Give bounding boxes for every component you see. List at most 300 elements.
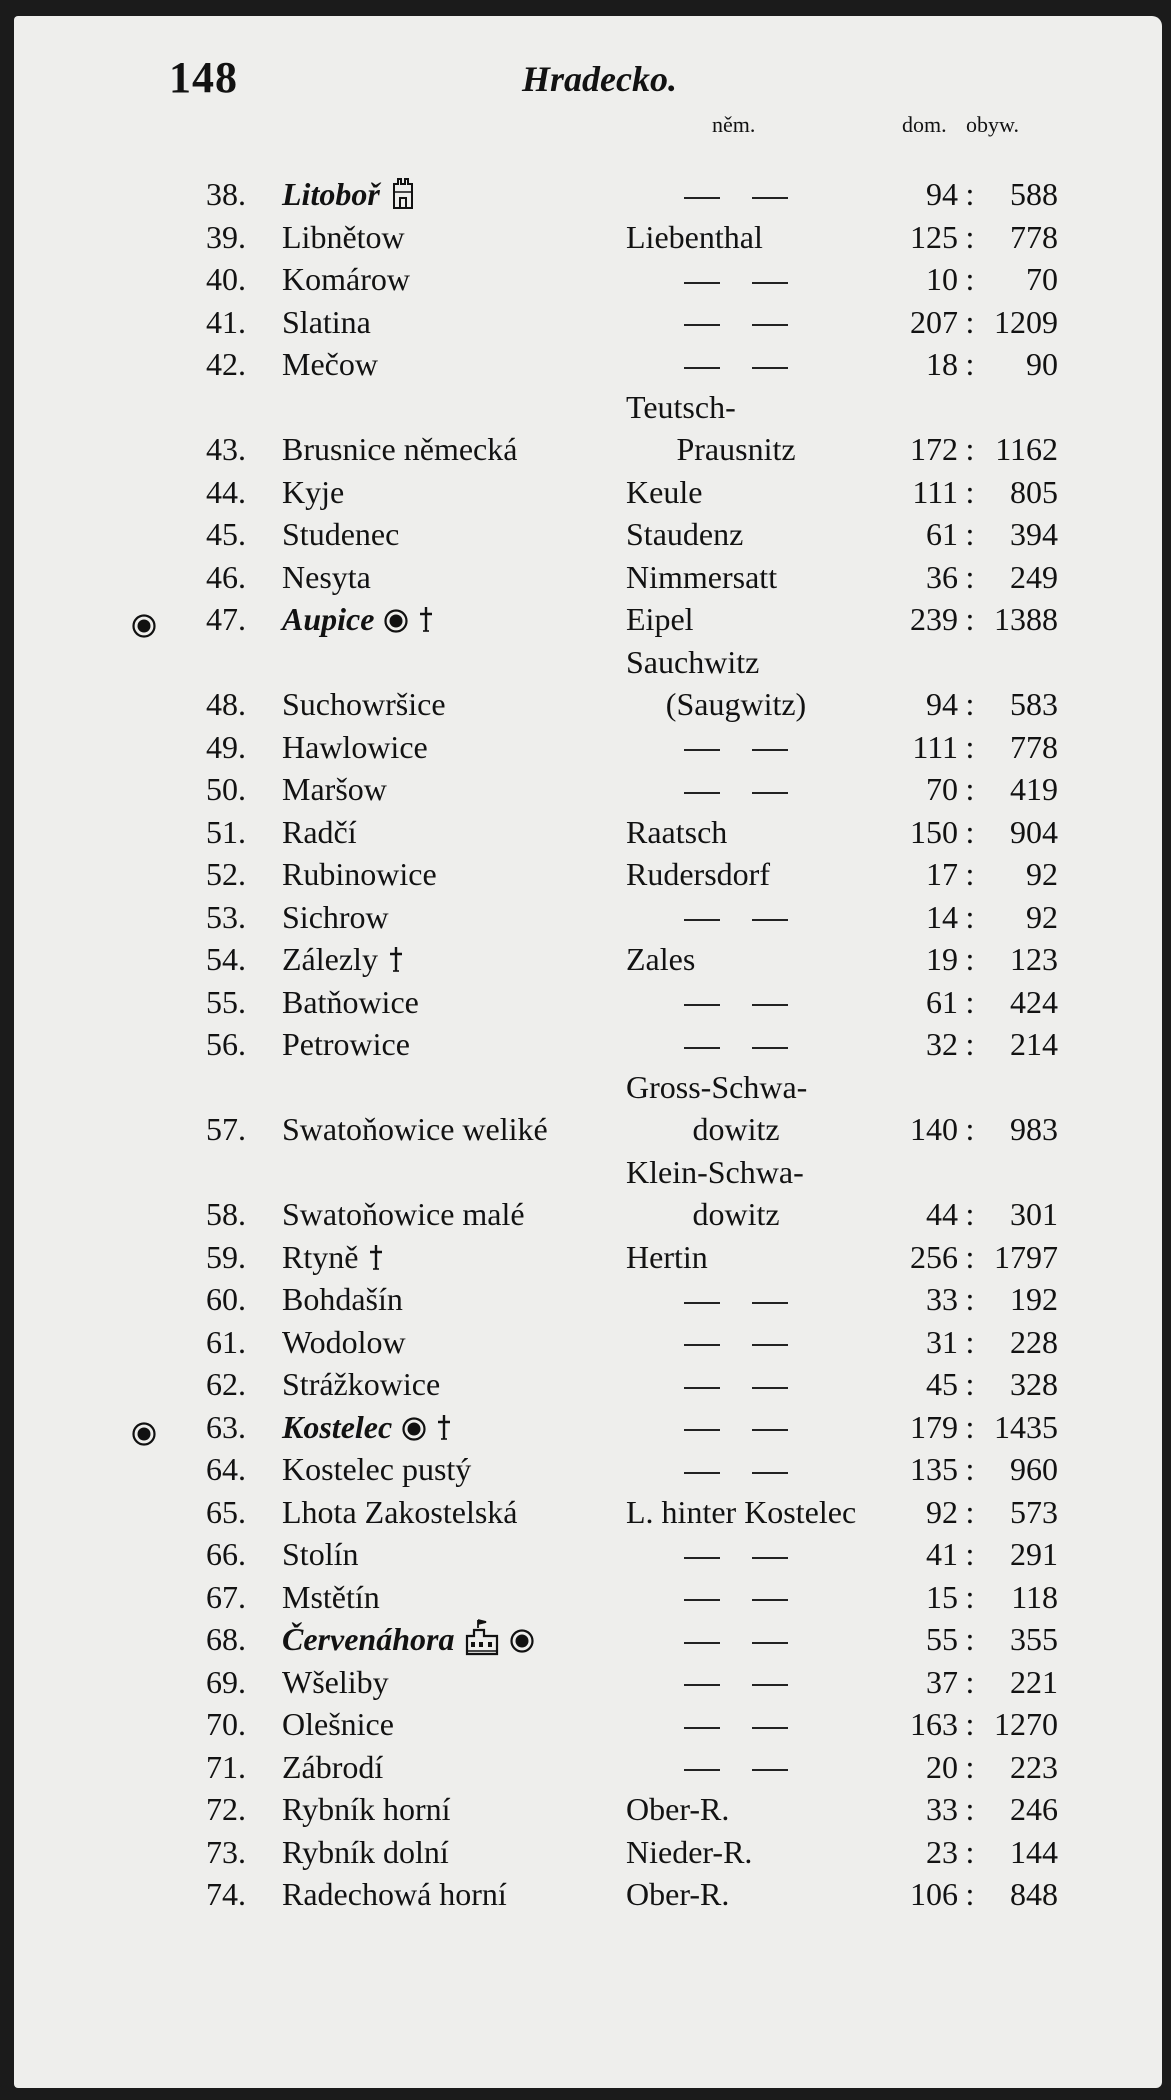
village-name-text: Kyje xyxy=(282,473,345,510)
village-name-text: Komárow xyxy=(282,261,410,297)
german-name: Prausnitz xyxy=(676,431,796,467)
ditto-dashes xyxy=(626,726,846,769)
ratio-separator: : xyxy=(965,516,975,552)
inhabitant-count: 249 xyxy=(1010,558,1058,595)
inhabitant-count: 291 xyxy=(1010,1536,1058,1572)
ratio-separator: : xyxy=(965,1111,975,1147)
row-number: 74. xyxy=(206,1876,246,1912)
village-name xyxy=(282,1236,384,1282)
inhabitant-count: 1388 xyxy=(994,601,1058,637)
table-row xyxy=(14,343,1162,386)
ditto-dashes xyxy=(626,1406,846,1449)
inhabitant-count: 1435 xyxy=(994,1408,1058,1445)
village-name-text: Zálezly xyxy=(282,941,378,977)
ratio-separator: : xyxy=(965,1706,975,1742)
ratio-separator: : xyxy=(965,473,975,510)
village-name-text: Wšeliby xyxy=(282,1663,389,1700)
row-number: 49. xyxy=(206,728,246,765)
table-row xyxy=(14,1703,1162,1746)
inhabitant-count: 805 xyxy=(1010,473,1058,510)
inhabitant-count: 221 xyxy=(1010,1663,1058,1700)
row-number: 54. xyxy=(206,941,246,977)
german-name: Keule xyxy=(626,473,703,510)
ditto-dashes xyxy=(626,1278,846,1321)
ditto-dashes xyxy=(626,1533,846,1576)
village-name xyxy=(282,1533,358,1576)
house-count: 55 xyxy=(926,1621,958,1657)
village-name-text: Brusnice německá xyxy=(282,431,518,467)
german-name: Raatsch xyxy=(626,813,728,850)
village-name xyxy=(282,1491,517,1534)
inhabitant-count: 118 xyxy=(1011,1578,1058,1615)
village-name xyxy=(282,1278,403,1321)
house-count: 14 xyxy=(926,898,958,935)
ratio-separator: : xyxy=(965,686,975,722)
table-row xyxy=(14,811,1162,854)
village-name-text: Mstětín xyxy=(282,1578,380,1615)
row-number: 71. xyxy=(206,1748,246,1785)
row-number: 65. xyxy=(206,1493,246,1530)
village-name-text: Studenec xyxy=(282,516,400,552)
bullseye-icon xyxy=(384,601,408,644)
german-name: Liebenthal xyxy=(626,218,763,255)
village-name xyxy=(282,1023,410,1066)
inhabitant-count: 983 xyxy=(1010,1111,1058,1147)
village-name-text: Rubinowice xyxy=(282,856,437,892)
ratio-separator: : xyxy=(965,431,975,467)
inhabitant-count: 778 xyxy=(1010,218,1058,255)
table-row xyxy=(14,1363,1162,1406)
house-count: 92 xyxy=(926,1493,958,1530)
table-row xyxy=(14,726,1162,769)
ratio-separator: : xyxy=(965,346,975,382)
village-name xyxy=(282,1576,380,1619)
house-count: 94 xyxy=(926,176,958,212)
inhabitant-count: 583 xyxy=(1010,686,1058,722)
table-row xyxy=(14,173,1162,216)
village-name xyxy=(282,683,446,726)
village-name xyxy=(282,471,344,514)
ditto-dashes xyxy=(626,301,846,344)
german-name-line1: Klein-Schwa- xyxy=(626,1153,804,1190)
bullseye-icon xyxy=(402,1409,426,1452)
house-count: 44 xyxy=(926,1196,958,1232)
bullseye-icon xyxy=(132,1414,157,1439)
ratio-separator: : xyxy=(965,1323,975,1360)
german-name: (Saugwitz) xyxy=(665,686,807,722)
village-name xyxy=(282,1321,406,1364)
table-row xyxy=(14,981,1162,1024)
village-name xyxy=(282,938,404,984)
village-name xyxy=(282,896,389,939)
german-name: Staudenz xyxy=(626,516,744,552)
house-count: 61 xyxy=(926,983,958,1020)
village-name xyxy=(282,1363,440,1406)
german-name-line1: Teutsch- xyxy=(626,388,736,425)
book-page xyxy=(14,16,1162,2088)
house-count: 23 xyxy=(926,1833,958,1870)
cross-icon xyxy=(388,941,404,984)
row-number: 67. xyxy=(206,1578,246,1615)
column-header-german: něm. xyxy=(712,112,756,137)
table-row xyxy=(14,598,1162,641)
village-name-text: Litoboř xyxy=(282,176,380,212)
ditto-dashes xyxy=(626,1321,846,1364)
ratio-separator: : xyxy=(965,1493,975,1530)
table-row xyxy=(14,1068,1162,1151)
german-name: L. hinter Kostelec xyxy=(626,1493,857,1530)
inhabitant-count: 214 xyxy=(1010,1026,1058,1062)
ditto-dashes xyxy=(626,1703,846,1746)
table-row xyxy=(14,1236,1162,1279)
village-name-text: Swatoňowice weliké xyxy=(282,1111,548,1147)
german-name: Eipel xyxy=(626,601,694,637)
row-number: 50. xyxy=(206,771,246,807)
ratio-separator: : xyxy=(965,1451,975,1487)
ratio-separator: : xyxy=(965,558,975,595)
village-name-text: Mečow xyxy=(282,346,378,382)
house-count: 111 xyxy=(912,473,958,510)
bullseye-icon xyxy=(132,606,157,631)
row-number: 47. xyxy=(206,601,246,637)
inhabitant-count: 355 xyxy=(1010,1621,1058,1657)
house-count: 172 xyxy=(910,431,958,467)
ratio-separator: : xyxy=(965,1238,975,1275)
ditto-dashes xyxy=(626,1023,846,1066)
village-name-text: Stolín xyxy=(282,1536,359,1572)
village-name-text: Kostelec xyxy=(282,1408,393,1445)
ditto-dashes xyxy=(626,1746,846,1789)
ditto-dashes xyxy=(626,896,846,939)
ditto-dashes xyxy=(626,173,846,216)
inhabitant-count: 123 xyxy=(1010,941,1058,977)
row-number: 39. xyxy=(206,218,246,255)
castle-icon xyxy=(390,174,416,221)
village-name-text: Strážkowice xyxy=(282,1366,441,1402)
village-name xyxy=(282,1788,451,1831)
house-count: 41 xyxy=(926,1536,958,1572)
house-count: 106 xyxy=(910,1876,958,1912)
table-row xyxy=(14,1661,1162,1704)
village-name-text: Zábrodí xyxy=(282,1748,384,1785)
village-name xyxy=(282,726,428,769)
ratio-separator: : xyxy=(965,983,975,1020)
ratio-separator: : xyxy=(965,813,975,850)
village-name xyxy=(282,768,387,811)
village-name-text: Rybník dolní xyxy=(282,1833,449,1870)
row-number: 73. xyxy=(206,1833,246,1870)
village-name xyxy=(282,258,410,301)
village-name xyxy=(282,513,399,556)
row-number: 48. xyxy=(206,686,246,722)
village-name-text: Suchowršice xyxy=(282,686,446,722)
cross-icon xyxy=(368,1239,384,1282)
ratio-separator: : xyxy=(965,1663,975,1700)
row-number: 38. xyxy=(206,176,246,212)
row-number: 42. xyxy=(206,346,246,382)
house-count: 32 xyxy=(926,1026,958,1062)
house-count: 36 xyxy=(926,558,958,595)
column-header-houses: dom. xyxy=(902,112,947,137)
village-name xyxy=(282,598,434,644)
house-count: 61 xyxy=(926,516,958,552)
village-name xyxy=(282,1448,471,1491)
village-name xyxy=(282,556,371,599)
german-name: dowitz xyxy=(692,1196,780,1232)
table-row xyxy=(14,513,1162,556)
row-number: 60. xyxy=(206,1281,246,1317)
row-number: 46. xyxy=(206,558,246,595)
ratio-separator: : xyxy=(965,1408,975,1445)
village-name xyxy=(282,1193,525,1236)
village-name xyxy=(282,981,419,1024)
ratio-separator: : xyxy=(965,941,975,977)
column-header-inhabitants: obyw. xyxy=(966,112,1019,137)
table-row xyxy=(14,768,1162,811)
village-name xyxy=(282,301,371,344)
table-row xyxy=(14,643,1162,726)
house-count: 140 xyxy=(910,1111,958,1147)
ditto-dashes xyxy=(626,258,846,301)
table-row xyxy=(14,216,1162,259)
ratio-separator: : xyxy=(965,1748,975,1785)
row-number: 59. xyxy=(206,1238,246,1275)
ratio-separator: : xyxy=(965,1281,975,1317)
ratio-separator: : xyxy=(965,1791,975,1827)
house-count: 163 xyxy=(910,1706,958,1742)
row-number: 62. xyxy=(206,1366,246,1402)
inhabitant-count: 848 xyxy=(1010,1876,1058,1912)
house-count: 17 xyxy=(926,856,958,892)
table-row xyxy=(14,938,1162,981)
table-row xyxy=(14,1321,1162,1364)
row-number: 57. xyxy=(206,1111,246,1147)
inhabitant-count: 301 xyxy=(1010,1196,1058,1232)
village-name xyxy=(282,853,437,896)
village-name-text: Kostelec pustý xyxy=(282,1451,472,1487)
table-row xyxy=(14,1576,1162,1619)
house-count: 20 xyxy=(926,1748,958,1785)
inhabitant-count: 1209 xyxy=(994,303,1058,340)
village-name-text: Maršow xyxy=(282,771,387,807)
inhabitant-count: 70 xyxy=(1026,261,1058,297)
inhabitant-count: 778 xyxy=(1010,728,1058,765)
house-count: 15 xyxy=(926,1578,958,1615)
village-name xyxy=(282,428,517,471)
row-number: 64. xyxy=(206,1451,246,1487)
table-row xyxy=(14,1831,1162,1874)
table-row xyxy=(14,258,1162,301)
village-name-text: Slatina xyxy=(282,303,371,340)
row-number: 56. xyxy=(206,1026,246,1062)
ditto-dashes xyxy=(626,981,846,1024)
village-name-text: Červenáhora xyxy=(282,1621,455,1657)
ratio-separator: : xyxy=(965,1366,975,1402)
inhabitant-count: 192 xyxy=(1010,1281,1058,1317)
inhabitant-count: 1797 xyxy=(994,1238,1058,1275)
village-name xyxy=(282,1703,394,1746)
village-name xyxy=(282,343,378,386)
village-name-text: Radčí xyxy=(282,813,357,850)
running-title: Hradecko. xyxy=(522,59,677,99)
village-name xyxy=(282,1406,452,1452)
inhabitant-count: 90 xyxy=(1026,346,1058,382)
house-count: 150 xyxy=(910,813,958,850)
table-row xyxy=(14,301,1162,344)
ratio-separator: : xyxy=(965,1876,975,1912)
german-name: Hertin xyxy=(626,1238,708,1275)
village-name-text: Hawlowice xyxy=(282,728,428,765)
row-number: 70. xyxy=(206,1706,246,1742)
german-name: dowitz xyxy=(692,1111,780,1147)
row-number: 66. xyxy=(206,1536,246,1572)
german-name: Nimmersatt xyxy=(626,558,778,595)
village-name xyxy=(282,173,416,221)
ratio-separator: : xyxy=(965,1196,975,1232)
table-row xyxy=(14,1023,1162,1066)
ditto-dashes xyxy=(626,768,846,811)
inhabitant-count: 960 xyxy=(1010,1451,1058,1487)
german-name: Nieder-R. xyxy=(626,1833,753,1870)
inhabitant-count: 1162 xyxy=(995,431,1058,467)
table-row xyxy=(14,1533,1162,1576)
inhabitant-count: 328 xyxy=(1010,1366,1058,1402)
ditto-dashes xyxy=(626,1448,846,1491)
table-row xyxy=(14,1278,1162,1321)
village-name-text: Sichrow xyxy=(282,898,389,935)
ratio-separator: : xyxy=(965,303,975,340)
inhabitant-count: 573 xyxy=(1010,1493,1058,1530)
ratio-separator: : xyxy=(965,728,975,765)
table-row xyxy=(14,471,1162,514)
row-number: 53. xyxy=(206,898,246,935)
ratio-separator: : xyxy=(965,1536,975,1572)
village-name-text: Rtyně xyxy=(282,1238,359,1275)
table-row xyxy=(14,1406,1162,1449)
row-number: 69. xyxy=(206,1663,246,1700)
village-name-text: Nesyta xyxy=(282,558,371,595)
village-name-text: Batňowice xyxy=(282,983,419,1020)
row-number: 51. xyxy=(206,813,246,850)
ratio-separator: : xyxy=(965,1026,975,1062)
table-row xyxy=(14,1788,1162,1831)
house-count: 94 xyxy=(926,686,958,722)
village-name xyxy=(282,811,357,854)
table-row xyxy=(14,1491,1162,1534)
row-number: 55. xyxy=(206,983,246,1020)
inhabitant-count: 92 xyxy=(1026,898,1058,935)
ratio-separator: : xyxy=(965,601,975,637)
page-number: 148 xyxy=(169,53,238,102)
ditto-dashes xyxy=(626,1661,846,1704)
table-row xyxy=(14,896,1162,939)
table-row xyxy=(14,556,1162,599)
house-count: 256 xyxy=(910,1238,958,1275)
village-name xyxy=(282,1108,548,1151)
row-number: 58. xyxy=(206,1196,246,1232)
row-number: 41. xyxy=(206,303,246,340)
village-name-text: Wodolow xyxy=(282,1323,406,1360)
house-count: 10 xyxy=(926,261,958,297)
ratio-separator: : xyxy=(965,261,975,297)
village-name-text: Libnětow xyxy=(282,218,405,255)
cross-icon xyxy=(436,1409,452,1452)
inhabitant-count: 228 xyxy=(1010,1323,1058,1360)
cross-icon xyxy=(418,601,434,644)
row-number: 52. xyxy=(206,856,246,892)
house-count: 33 xyxy=(926,1281,958,1317)
village-name xyxy=(282,1873,507,1916)
inhabitant-count: 904 xyxy=(1010,813,1058,850)
table-row xyxy=(14,1873,1162,1916)
german-name: Rudersdorf xyxy=(626,856,770,892)
village-name-text: Bohdašín xyxy=(282,1281,403,1317)
row-number: 45. xyxy=(206,516,246,552)
table-row xyxy=(14,1153,1162,1236)
house-count: 125 xyxy=(910,218,958,255)
table-row xyxy=(14,853,1162,896)
house-count: 37 xyxy=(926,1663,958,1700)
house-count: 18 xyxy=(926,346,958,382)
inhabitant-count: 588 xyxy=(1010,176,1058,212)
table-row xyxy=(14,1618,1162,1661)
village-name-text: Olešnice xyxy=(282,1706,394,1742)
table-row xyxy=(14,1448,1162,1491)
german-name: Zales xyxy=(626,941,696,977)
village-name-text: Petrowice xyxy=(282,1026,410,1062)
ditto-dashes xyxy=(626,1576,846,1619)
page-header xyxy=(14,42,1162,112)
village-name-text: Aupice xyxy=(282,601,375,637)
ratio-separator: : xyxy=(965,176,975,212)
inhabitant-count: 246 xyxy=(1010,1791,1058,1827)
village-name xyxy=(282,1661,389,1704)
inhabitant-count: 1270 xyxy=(994,1706,1058,1742)
ratio-separator: : xyxy=(965,218,975,255)
ditto-dashes xyxy=(626,343,846,386)
ditto-dashes xyxy=(626,1618,846,1661)
inhabitant-count: 92 xyxy=(1026,856,1058,892)
bullseye-icon xyxy=(510,1621,534,1664)
house-count: 135 xyxy=(910,1451,958,1487)
house-count: 31 xyxy=(926,1323,958,1360)
village-name xyxy=(282,1746,383,1789)
house-count: 33 xyxy=(926,1791,958,1827)
village-name-text: Lhota Zakostelská xyxy=(282,1493,518,1530)
german-name-line1: Gross-Schwa- xyxy=(626,1068,808,1105)
inhabitant-count: 223 xyxy=(1010,1748,1058,1785)
table-row xyxy=(14,1746,1162,1789)
house-count: 70 xyxy=(926,771,958,807)
inhabitant-count: 419 xyxy=(1010,771,1058,807)
row-number: 43. xyxy=(206,431,246,467)
inhabitant-count: 394 xyxy=(1010,516,1058,552)
house-count: 19 xyxy=(926,941,958,977)
ratio-separator: : xyxy=(965,771,975,807)
row-number: 61. xyxy=(206,1323,246,1360)
village-name xyxy=(282,1831,449,1874)
inhabitant-count: 424 xyxy=(1010,983,1058,1020)
row-number: 44. xyxy=(206,473,246,510)
german-name-line1: Sauchwitz xyxy=(626,643,760,680)
row-number: 40. xyxy=(206,261,246,297)
row-number: 63. xyxy=(206,1408,246,1445)
village-name-text: Radechowá horní xyxy=(282,1876,507,1912)
ratio-separator: : xyxy=(965,898,975,935)
german-name: Ober-R. xyxy=(626,1791,730,1827)
inhabitant-count: 144 xyxy=(1010,1833,1058,1870)
house-count: 239 xyxy=(910,601,958,637)
